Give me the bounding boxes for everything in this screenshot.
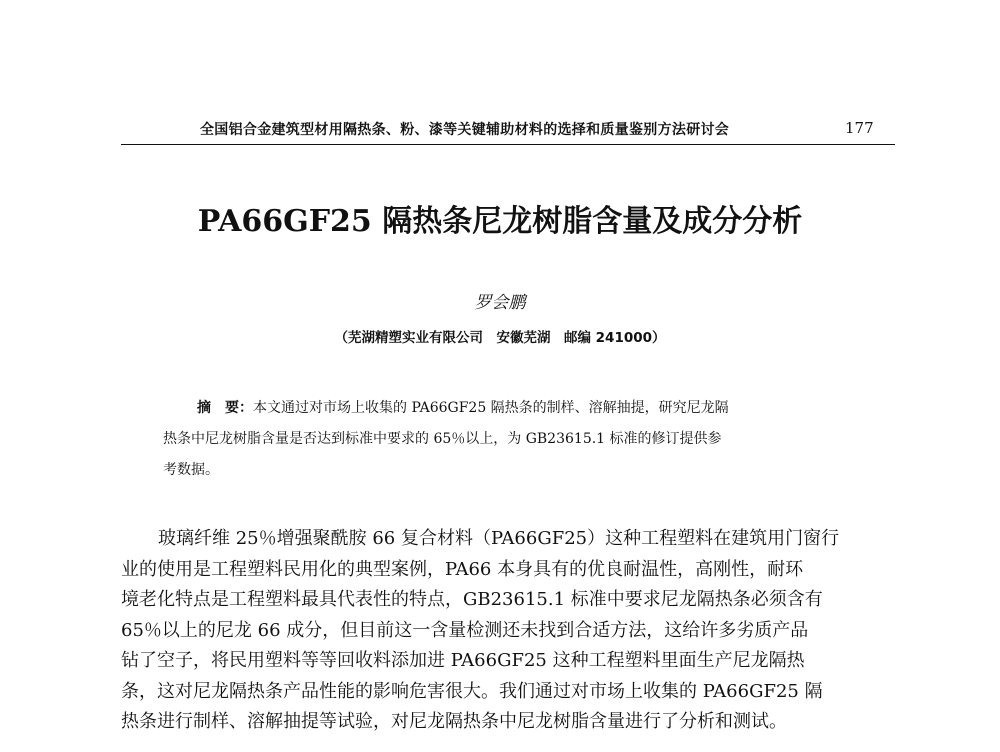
body-line: 65％以上的尼龙 66 成分，但目前这一含量检测还未找到合适方法，这给许多劣质产品 [121,619,809,641]
running-header: 全国铝合金建筑型材用隔热条、粉、漆等关键辅助材料的选择和质量鉴别方法研讨会 [200,122,730,138]
body-line: 条，这对尼龙隔热条产品性能的影响危害很大。我们通过对市场上收集的 PA66GF25 隔 [121,680,823,702]
body-line: 业的使用是工程塑料民用化的典型案例，PA66 本身具有的优良耐温性，高刚性，耐环 [121,558,804,580]
abstract-line [163,393,863,424]
abstract [163,393,863,486]
abstract-line: 考数据。 [163,462,219,478]
body-paragraph [121,524,895,738]
affiliation: （芜湖精塑实业有限公司 安徽芜湖 邮编 241000） [334,330,666,346]
abstract-line: 热条中尼龙树脂含量是否达到标准中要求的 65％以上，为 GB23615.1 标准的修订提供参 [163,431,722,447]
page-number: 177 [845,119,874,137]
body-line: 境老化特点是工程塑料最具代表性的特点，GB23615.1 标准中要求尼龙隔热条必须含有 [121,589,823,610]
author-name: 罗会鹏 [474,293,526,313]
abstract-label: 摘 要： [197,400,253,416]
body-line: 玻璃纤维 25％增强聚酰胺 66 复合材料（PA66GF25）这种工程塑料在建筑用门窗行 [158,528,840,549]
header-rule [121,144,895,145]
abstract-text: 本文通过对市场上收集的 PA66GF25 隔热条的制样、溶解抽提，研究尼龙隔 [253,400,729,416]
paper-title: PA66GF25 隔热条尼龙树脂含量及成分分析 [197,204,803,239]
body-line: 热条进行制样、溶解抽提等试验，对尼龙隔热条中尼龙树脂含量进行了分析和测试。 [121,711,787,732]
body-line: 钻了空子，将民用塑料等等回收料添加进 PA66GF25 这种工程塑料里面生产尼龙隔热 [121,650,805,671]
